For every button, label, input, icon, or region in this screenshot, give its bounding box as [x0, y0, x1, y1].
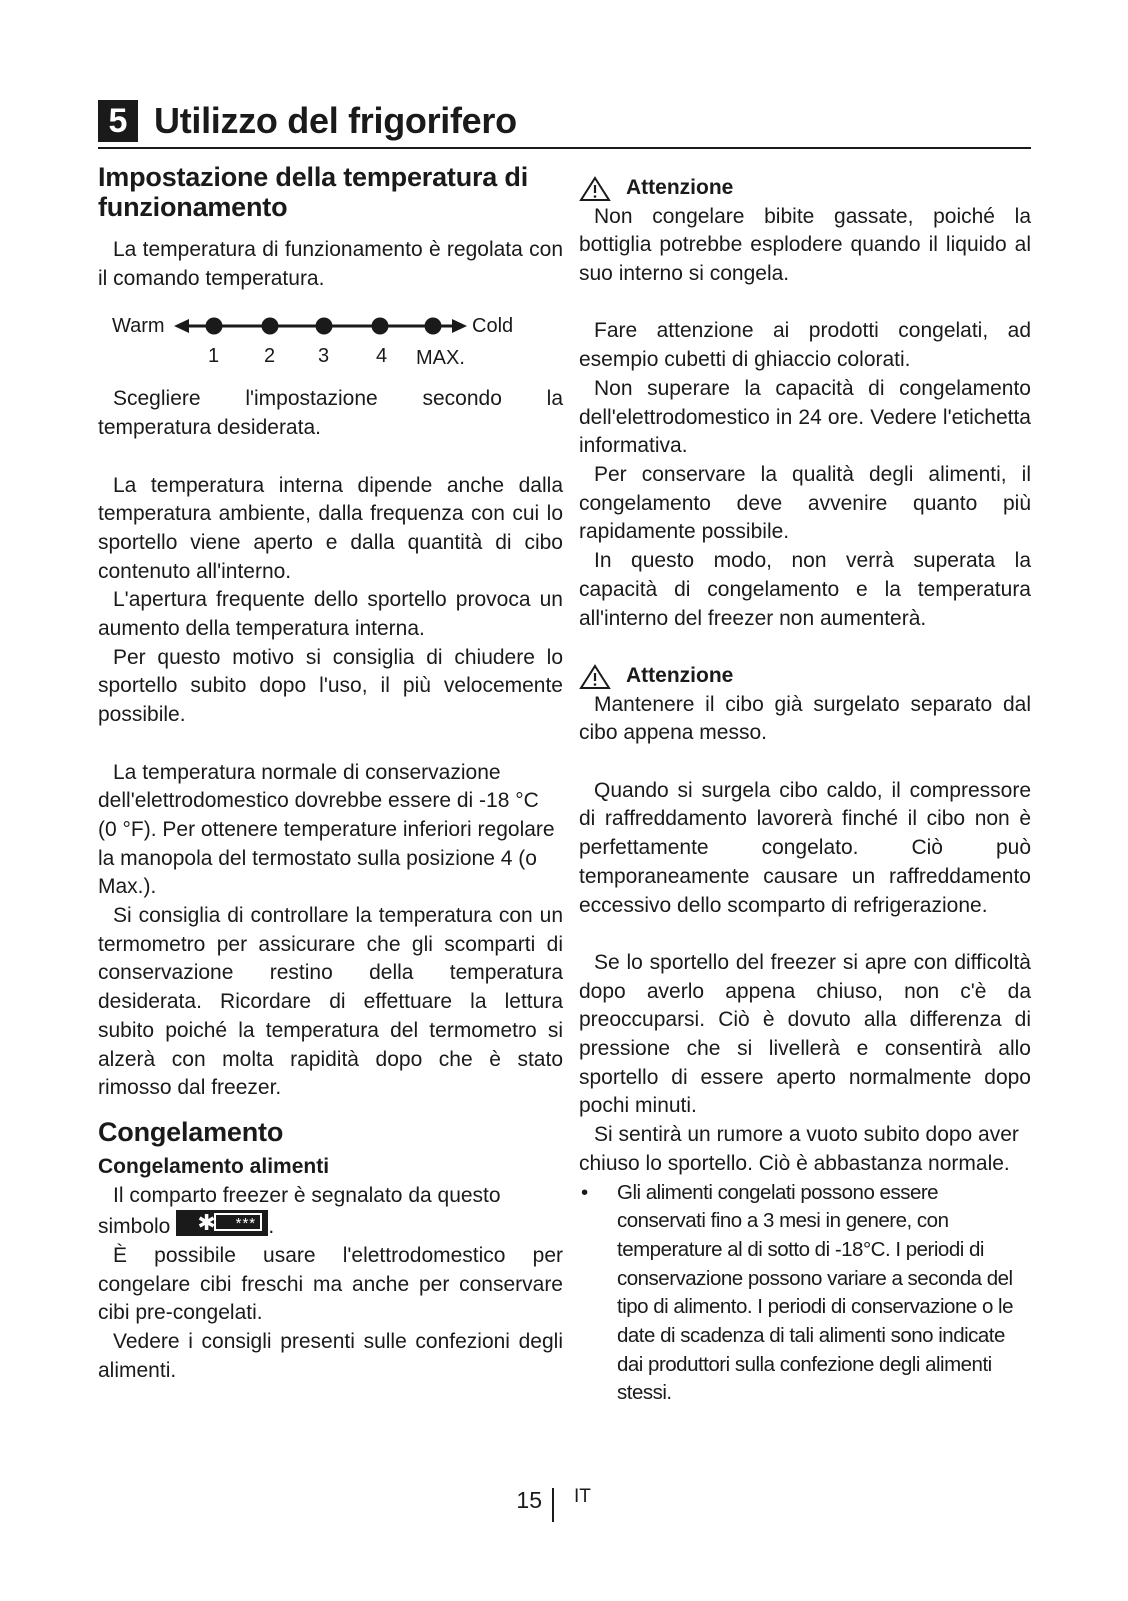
attention-label: Attenzione — [626, 176, 734, 199]
scale-step-label-max: MAX. — [416, 347, 465, 370]
symbol-sentence: Il comparto freezer è segnalato da questo simbolo — [98, 1183, 501, 1239]
arrow-right-icon — [452, 319, 467, 333]
bullet-list — [579, 1179, 1031, 1409]
paragraph: È possibile usare l'elettrodomestico per congelare cibi freschi ma anche per conservare cibi pre-congelati. — [98, 1244, 563, 1325]
four-star-icon: *** — [214, 1213, 262, 1231]
paragraph: La temperatura di funzionamento è regolata con il comando temperatura. — [98, 238, 563, 290]
paragraph: Vedere i consigli presenti sulle confezioni degli alimenti. — [98, 1330, 563, 1382]
chapter-header — [98, 98, 1031, 149]
paragraph: La temperatura normale di conservazione dell'elettrodomestico dovrebbe essere di -18 °C (0 °F). Per ottenere temperature inferiori regolare la manopola del termostato sulla posizione 4 (o Max.). — [98, 760, 555, 899]
page-footer — [0, 1484, 1128, 1524]
scale-dot-max — [425, 318, 442, 335]
paragraph: Non superare la capacità di congelamento dell'elettrodomestico in 24 ore. Vedere l'etichetta informativa. — [579, 376, 1031, 458]
language-code: IT — [574, 1486, 591, 1507]
scale-cold-label: Cold — [472, 315, 514, 338]
paragraph: La temperatura interna dipende anche dalla temperatura ambiente, dalla frequenza con cui lo sportello viene aperto e dalla quantità di cibo contenuto all'interno. — [98, 473, 563, 583]
paragraph: Se lo sportello del freezer si apre con difficoltà dopo averlo appena chiuso, non c'è da preoccuparsi. Ciò è dovuto alla differenza di pressione che si livellerà e consentirà allo sportello di essere aperto normalmente dopo pochi minuti. — [579, 950, 1031, 1118]
scale-step-label: 3 — [318, 345, 330, 368]
scale-step-label: 4 — [376, 345, 388, 368]
attention-heading — [579, 662, 1031, 691]
paragraph: L'apertura frequente dello sportello provoca un aumento della temperatura interna. — [98, 588, 563, 641]
scale-dot-1 — [206, 318, 223, 335]
attention-label: Attenzione — [626, 663, 734, 687]
paragraph: Si consiglia di controllare la temperatura con un termometro per assicurare che gli scomparti di conservazione restino della temperatura desiderata. Ricordare di effettuare la lettura subito poiché la temperatura del termometro si alzerà con molta rapidità dopo che è stato rimosso dal freezer. — [98, 904, 563, 1100]
page-number: 15 — [516, 1487, 542, 1513]
paragraph: Non congelare bibite gassate, poiché la bottiglia potrebbe esplodere quando il liquido al suo interno si congela. — [579, 204, 1031, 286]
paragraph: Mantenere il cibo già surgelato separato dal cibo appena messo. — [579, 692, 1031, 745]
symbol-sentence-end: . — [268, 1215, 275, 1239]
attention-heading — [579, 174, 1031, 203]
scale-step-label: 1 — [208, 345, 220, 368]
paragraph: Si sentirà un rumore a vuoto subito dopo aver chiuso lo sportello. Ciò è abbastanza normale. — [579, 1123, 1019, 1175]
footer-separator — [552, 1488, 554, 1522]
bullet-text: Gli alimenti congelati possono essere conservati fino a 3 mesi in genere, con temperature al di sotto di -18°C. I periodi di conservazione possono variare a seconda del tipo di alimento. I periodi di conservazione o le date di scadenza di tali alimenti sono indicate dai produttori sulla confezione degli alimenti stessi. — [617, 1180, 1013, 1405]
paragraph: Per questo motivo si consiglia di chiudere lo sportello subito dopo l'uso, il più velocemente possibile. — [98, 645, 563, 727]
paragraph: In questo modo, non verrà superata la capacità di congelamento e la temperatura all'interno del freezer non aumenterà. — [579, 549, 1031, 630]
freezer-symbol-icon — [176, 1210, 268, 1236]
list-item — [579, 1179, 1031, 1409]
snowflake-icon: ✱ — [197, 1210, 216, 1236]
scale-warm-label: Warm — [112, 315, 165, 338]
right-column — [579, 174, 1031, 1408]
arrow-left-icon — [174, 319, 189, 333]
bullet-icon: • — [581, 1180, 588, 1204]
scale-dot-3 — [316, 318, 333, 335]
warning-triangle-icon — [579, 664, 611, 690]
chapter-title: Utilizzo del frigorifero — [154, 100, 517, 141]
paragraph: Scegliere l'impostazione secondo la temperatura desiderata. — [98, 387, 563, 440]
scale-dot-2 — [262, 318, 279, 335]
chapter-number-badge: 5 — [98, 100, 138, 142]
paragraph: Per conservare la qualità degli alimenti, il congelamento deve avvenire quanto più rapidamente possibile. — [579, 463, 1031, 544]
paragraph-symbol — [98, 1182, 563, 1242]
paragraph: Fare attenzione ai prodotti congelati, ad esempio cubetti di ghiaccio colorati. — [579, 319, 1031, 372]
scale-step-label: 2 — [264, 345, 276, 368]
section-title-temperature: Impostazione della temperatura di funzionamento — [98, 162, 529, 222]
scale-dot-4 — [372, 318, 389, 335]
section-title-freezing: Congelamento — [98, 1116, 284, 1147]
left-column — [98, 162, 563, 1386]
temperature-scale — [98, 305, 563, 385]
warning-triangle-icon — [579, 176, 611, 202]
paragraph: Quando si surgela cibo caldo, il compressore di raffreddamento lavorerà finché il cibo non è perfettamente congelato. Ciò può temporaneamente causare un raffreddamento eccessivo dello scomparto di refrigerazione. — [579, 778, 1031, 917]
subsection-title: Congelamento alimenti — [98, 1154, 330, 1178]
